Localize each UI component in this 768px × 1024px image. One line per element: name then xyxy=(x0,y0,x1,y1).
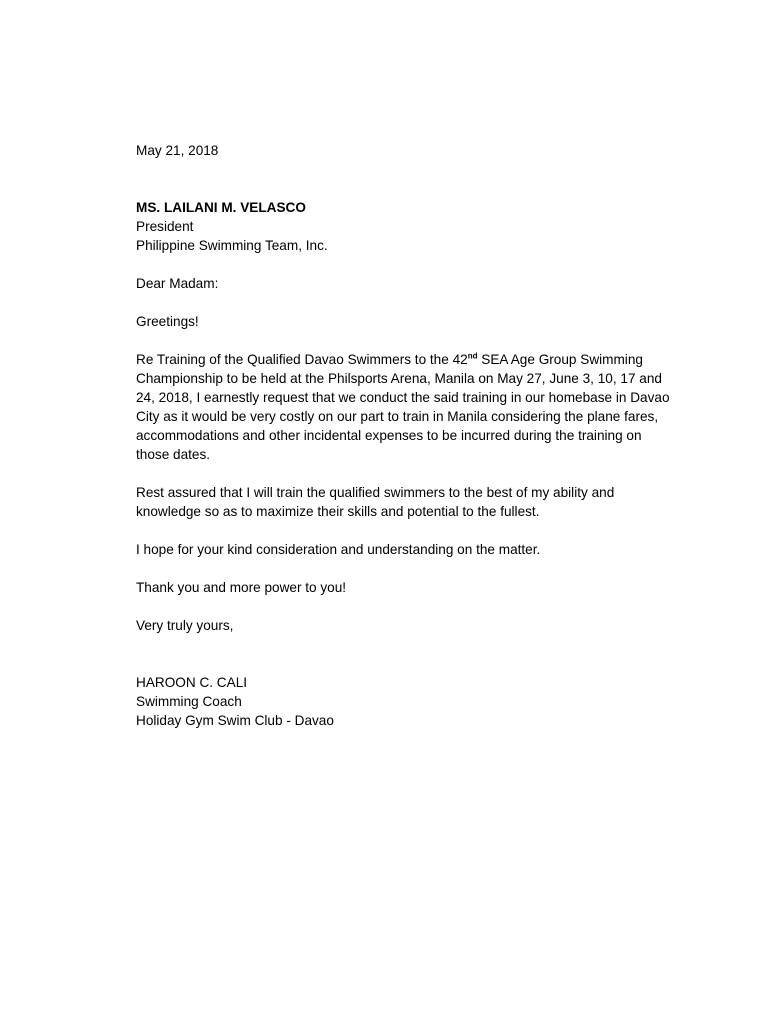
spacer xyxy=(136,255,696,274)
paragraph-line: City as it would be very costly on our part to train in Manila considering the plane fares, xyxy=(136,409,659,424)
spacer xyxy=(136,464,696,483)
spacer xyxy=(136,559,696,578)
spacer xyxy=(136,331,696,350)
spacer xyxy=(136,635,696,673)
body-paragraph-3: I hope for your kind consideration and understanding on the matter. xyxy=(136,542,541,557)
spacer xyxy=(136,293,696,312)
body-paragraph-1 xyxy=(136,350,696,464)
paragraph-line: knowledge so as to maximize their skills and potential to the fullest. xyxy=(136,504,540,519)
paragraph-line: Rest assured that I will train the qualified swimmers to the best of my ability and xyxy=(136,485,615,500)
signatory-organization: Holiday Gym Swim Club - Davao xyxy=(136,713,334,728)
letter-document xyxy=(136,141,696,730)
greeting: Greetings! xyxy=(136,314,199,329)
ordinal-superscript: nd xyxy=(467,351,478,361)
recipient-name: MS. LAILANI M. VELASCO xyxy=(136,200,306,215)
salutation: Dear Madam: xyxy=(136,276,219,291)
recipient-block xyxy=(136,198,696,255)
signatory-title: Swimming Coach xyxy=(136,694,242,709)
spacer xyxy=(136,521,696,540)
signatory-name: HAROON C. CALI xyxy=(136,675,248,690)
paragraph-line: those dates. xyxy=(136,447,211,462)
body-paragraph-2 xyxy=(136,483,696,521)
closing: Very truly yours, xyxy=(136,618,234,633)
paragraph-line: Championship to be held at the Philsports Arena, Manila on May 27, June 3, 10, 17 and xyxy=(136,371,662,386)
paragraph-text: SEA Age Group Swimming xyxy=(477,352,643,367)
signature-block xyxy=(136,673,696,730)
paragraph-line: accommodations and other incidental expenses to be incurred during the training on xyxy=(136,428,642,443)
paragraph-text: Re Training of the Qualified Davao Swimmers to the 42 xyxy=(136,352,468,367)
paragraph-line: 24, 2018, I earnestly request that we conduct the said training in our homebase in Davao xyxy=(136,390,670,405)
paragraph-line xyxy=(136,350,696,369)
letter-date: May 21, 2018 xyxy=(136,143,219,158)
recipient-title: President xyxy=(136,219,194,234)
spacer xyxy=(136,597,696,616)
spacer xyxy=(136,160,696,198)
recipient-organization: Philippine Swimming Team, Inc. xyxy=(136,238,328,253)
body-paragraph-4: Thank you and more power to you! xyxy=(136,580,347,595)
